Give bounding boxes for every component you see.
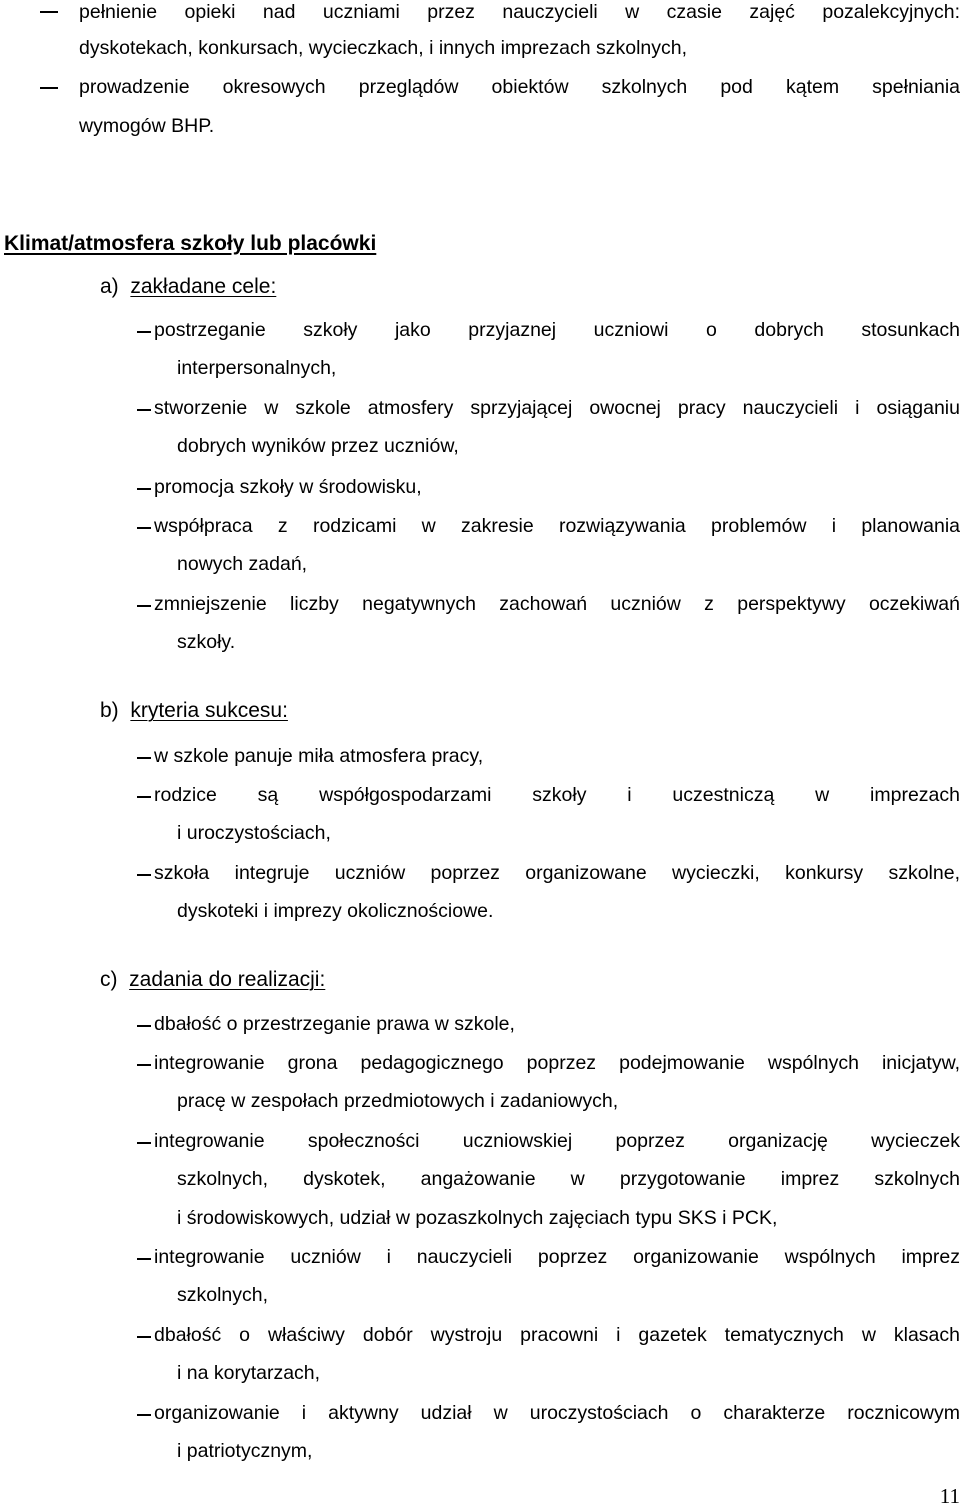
list-item-line: dyskoteki i imprezy okolicznościowe. — [177, 900, 494, 922]
subsection-heading — [100, 966, 325, 994]
list-item-line: szkolnych, — [177, 1284, 269, 1306]
dash-bullet — [137, 605, 151, 607]
dash-bullet — [137, 1336, 151, 1338]
list-item-line: szkoły. — [177, 631, 236, 653]
list-item-line: pracę w zespołach przedmiotowych i zadaniowych, — [177, 1090, 619, 1112]
list-item-line: i na korytarzach, — [177, 1362, 321, 1384]
list-item-line: dbałość o przestrzeganie prawa w szkole, — [154, 1013, 515, 1035]
dash-bullet — [40, 11, 58, 13]
dash-bullet — [137, 1142, 151, 1144]
subsection-letter: a) — [100, 275, 119, 298]
list-item-line: rodzice są współgospodarzami szkoły i uczestniczą w imprezach — [154, 784, 960, 806]
subsection-title: zadania do realizacji: — [129, 968, 326, 991]
list-item-line: dyskotekach, konkursach, wycieczkach, i innych imprezach szkolnych, — [79, 37, 688, 59]
dash-bullet — [40, 87, 58, 89]
dash-bullet — [137, 1258, 151, 1260]
dash-bullet — [137, 1025, 151, 1027]
list-item-line: szkolnych, dyskotek, angażowanie w przygotowanie imprez szkolnych — [177, 1168, 960, 1190]
dash-bullet — [137, 527, 151, 529]
dash-bullet — [137, 757, 151, 759]
list-item-line: i patriotycznym, — [177, 1440, 313, 1462]
section-heading: Klimat/atmosfera szkoły lub placówki — [4, 232, 377, 255]
page-number: 11 — [939, 1484, 960, 1508]
subsection-title: kryteria sukcesu: — [130, 699, 288, 722]
list-item-line: integrowanie społeczności uczniowskiej poprzez organizację wycieczek — [154, 1130, 960, 1152]
list-item-line: prowadzenie okresowych przeglądów obiektów szkolnych pod kątem spełniania — [79, 76, 960, 98]
subsection-title: zakładane cele: — [130, 275, 277, 298]
subsection-heading — [100, 273, 276, 301]
subsection-letter: c) — [100, 968, 118, 991]
list-item-line: wymogów BHP. — [79, 115, 215, 137]
list-item-line: nowych zadań, — [177, 553, 308, 575]
list-item-line: pełnienie opieki nad uczniami przez nauczycieli w czasie zajęć pozalekcyjnych: — [79, 1, 960, 23]
dash-bullet — [137, 331, 151, 333]
list-item-line: w szkole panuje miła atmosfera pracy, — [154, 745, 484, 767]
list-item-line: integrowanie grona pedagogicznego poprzez podejmowanie wspólnych inicjatyw, — [154, 1052, 960, 1074]
dash-bullet — [137, 796, 151, 798]
list-item-line: interpersonalnych, — [177, 357, 337, 379]
subsection-heading — [100, 697, 288, 725]
dash-bullet — [137, 874, 151, 876]
list-item-line: postrzeganie szkoły jako przyjaznej uczniowi o dobrych stosunkach — [154, 319, 960, 341]
list-item-line: zmniejszenie liczby negatywnych zachowań uczniów z perspektywy oczekiwań — [154, 593, 960, 615]
dash-bullet — [137, 1414, 151, 1416]
list-item-line: współpraca z rodzicami w zakresie rozwiązywania problemów i planowania — [154, 515, 960, 537]
list-item-line: dbałość o właściwy dobór wystroju pracowni i gazetek tematycznych w klasach — [154, 1324, 960, 1346]
list-item-line: organizowanie i aktywny udział w uroczystościach o charakterze rocznicowym — [154, 1402, 960, 1424]
list-item-line: stworzenie w szkole atmosfery sprzyjającej owocnej pracy nauczycieli i osiąganiu — [154, 397, 960, 419]
list-item-line: integrowanie uczniów i nauczycieli poprzez organizowanie wspólnych imprez — [154, 1246, 960, 1268]
dash-bullet — [137, 409, 151, 411]
list-item-line: i środowiskowych, udział w pozaszkolnych zajęciach typu SKS i PCK, — [177, 1207, 778, 1229]
list-item-line: promocja szkoły w środowisku, — [154, 476, 422, 498]
dash-bullet — [137, 1064, 151, 1066]
list-item-line: szkoła integruje uczniów poprzez organizowane wycieczki, konkursy szkolne, — [154, 862, 960, 884]
list-item-line: i uroczystościach, — [177, 822, 331, 844]
dash-bullet — [137, 488, 151, 490]
list-item-line: dobrych wyników przez uczniów, — [177, 435, 459, 457]
subsection-letter: b) — [100, 699, 119, 722]
